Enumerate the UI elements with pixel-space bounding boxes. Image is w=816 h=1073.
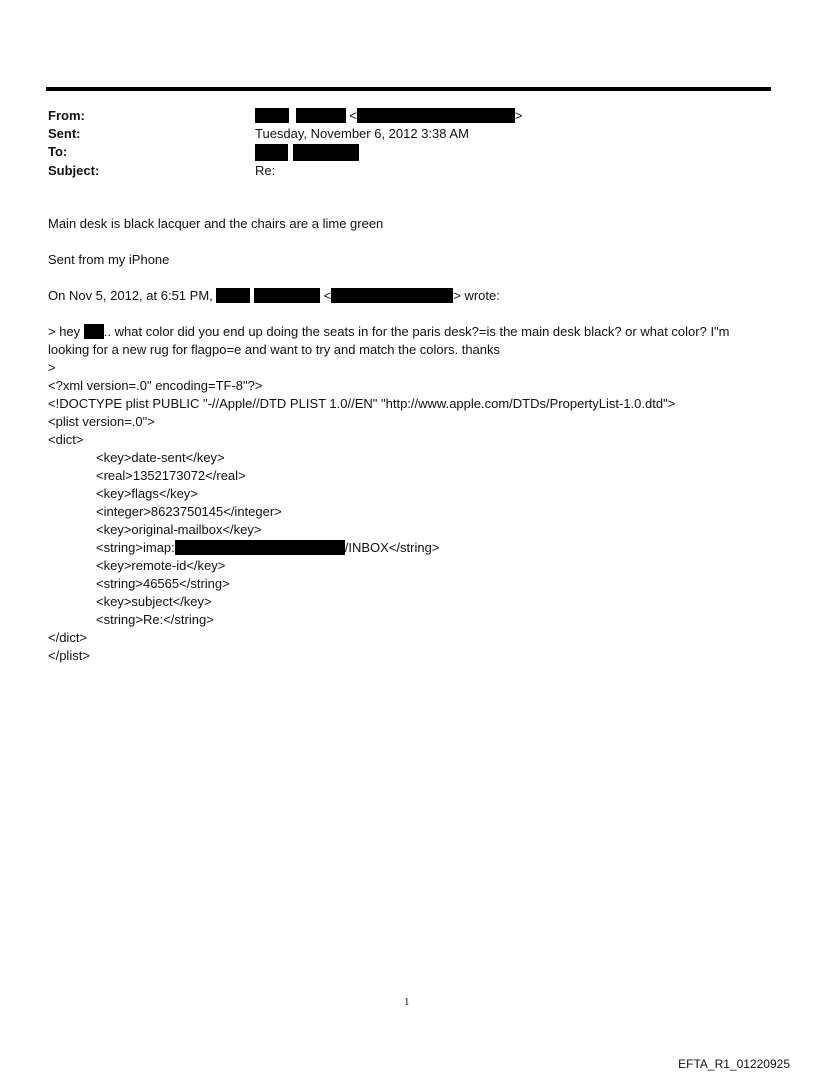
xml-line: <plist version=.0">	[48, 414, 155, 429]
to-value	[255, 144, 359, 161]
sent-label: Sent:	[48, 126, 81, 141]
to-label: To:	[48, 144, 68, 159]
attribution-suffix: > wrote:	[453, 288, 500, 303]
xml-line: <key>subject</key>	[96, 594, 212, 609]
from-lt: <	[349, 108, 357, 123]
redaction-block	[293, 144, 359, 161]
redaction-block	[84, 324, 104, 339]
xml-line: <real>1352173072</real>	[96, 468, 246, 483]
xml-line: <string>46565</string>	[96, 576, 230, 591]
xml-line: <dict>	[48, 432, 84, 447]
xml-imap-line	[96, 540, 439, 555]
xml-line: </dict>	[48, 630, 88, 645]
quoted-line: >	[48, 360, 56, 375]
redaction-block	[255, 108, 289, 123]
imap-suffix: /INBOX</string>	[344, 540, 440, 555]
body-line: Main desk is black lacquer and the chairs are a lime green	[48, 216, 384, 231]
attribution-lt: <	[323, 288, 332, 303]
redaction-block	[216, 288, 250, 303]
redaction-block	[175, 540, 345, 555]
redaction-block	[254, 288, 320, 303]
from-label: From:	[48, 108, 85, 123]
quoted-line: looking for a new rug for flagpo=e and want to try and match the colors. thanks	[48, 342, 501, 357]
redaction-block	[255, 144, 288, 161]
xml-line: <!DOCTYPE plist PUBLIC "-//Apple//DTD PLIST 1.0//EN" "http://www.apple.com/DTDs/PropertyList-1.0.dtd">	[48, 396, 676, 411]
quoted-line	[48, 324, 730, 339]
xml-line: <key>original-mailbox</key>	[96, 522, 262, 537]
imap-prefix: <string>imap:	[96, 540, 175, 555]
redaction-block	[331, 288, 453, 303]
from-value	[255, 108, 522, 123]
signature-line: Sent from my iPhone	[48, 252, 170, 267]
header-rule	[46, 87, 771, 91]
quote-start: > hey	[48, 324, 81, 339]
bates-number: EFTA_R1_01220925	[678, 1057, 790, 1071]
xml-line: <integer>8623750145</integer>	[96, 504, 282, 519]
attribution-prefix: On Nov 5, 2012, at 6:51 PM,	[48, 288, 213, 303]
redaction-block	[296, 108, 346, 123]
subject-value: Re:	[255, 163, 276, 178]
page-number: 1	[404, 996, 410, 1008]
xml-line: <key>date-sent</key>	[96, 450, 225, 465]
xml-line: <string>Re:</string>	[96, 612, 214, 627]
redaction-block	[357, 108, 515, 123]
xml-line: </plist>	[48, 648, 90, 663]
subject-label: Subject:	[48, 163, 100, 178]
from-gt: >	[514, 108, 523, 123]
quote-attribution	[48, 288, 500, 303]
xml-line: <?xml version=.0" encoding=TF-8"?>	[48, 378, 263, 393]
sent-value: Tuesday, November 6, 2012 3:38 AM	[255, 126, 469, 141]
xml-line: <key>remote-id</key>	[96, 558, 226, 573]
xml-line: <key>flags</key>	[96, 486, 198, 501]
quote-rest: .. what color did you end up doing the seats in for the paris desk?=is the main desk black? or what color? I"m	[103, 324, 730, 339]
